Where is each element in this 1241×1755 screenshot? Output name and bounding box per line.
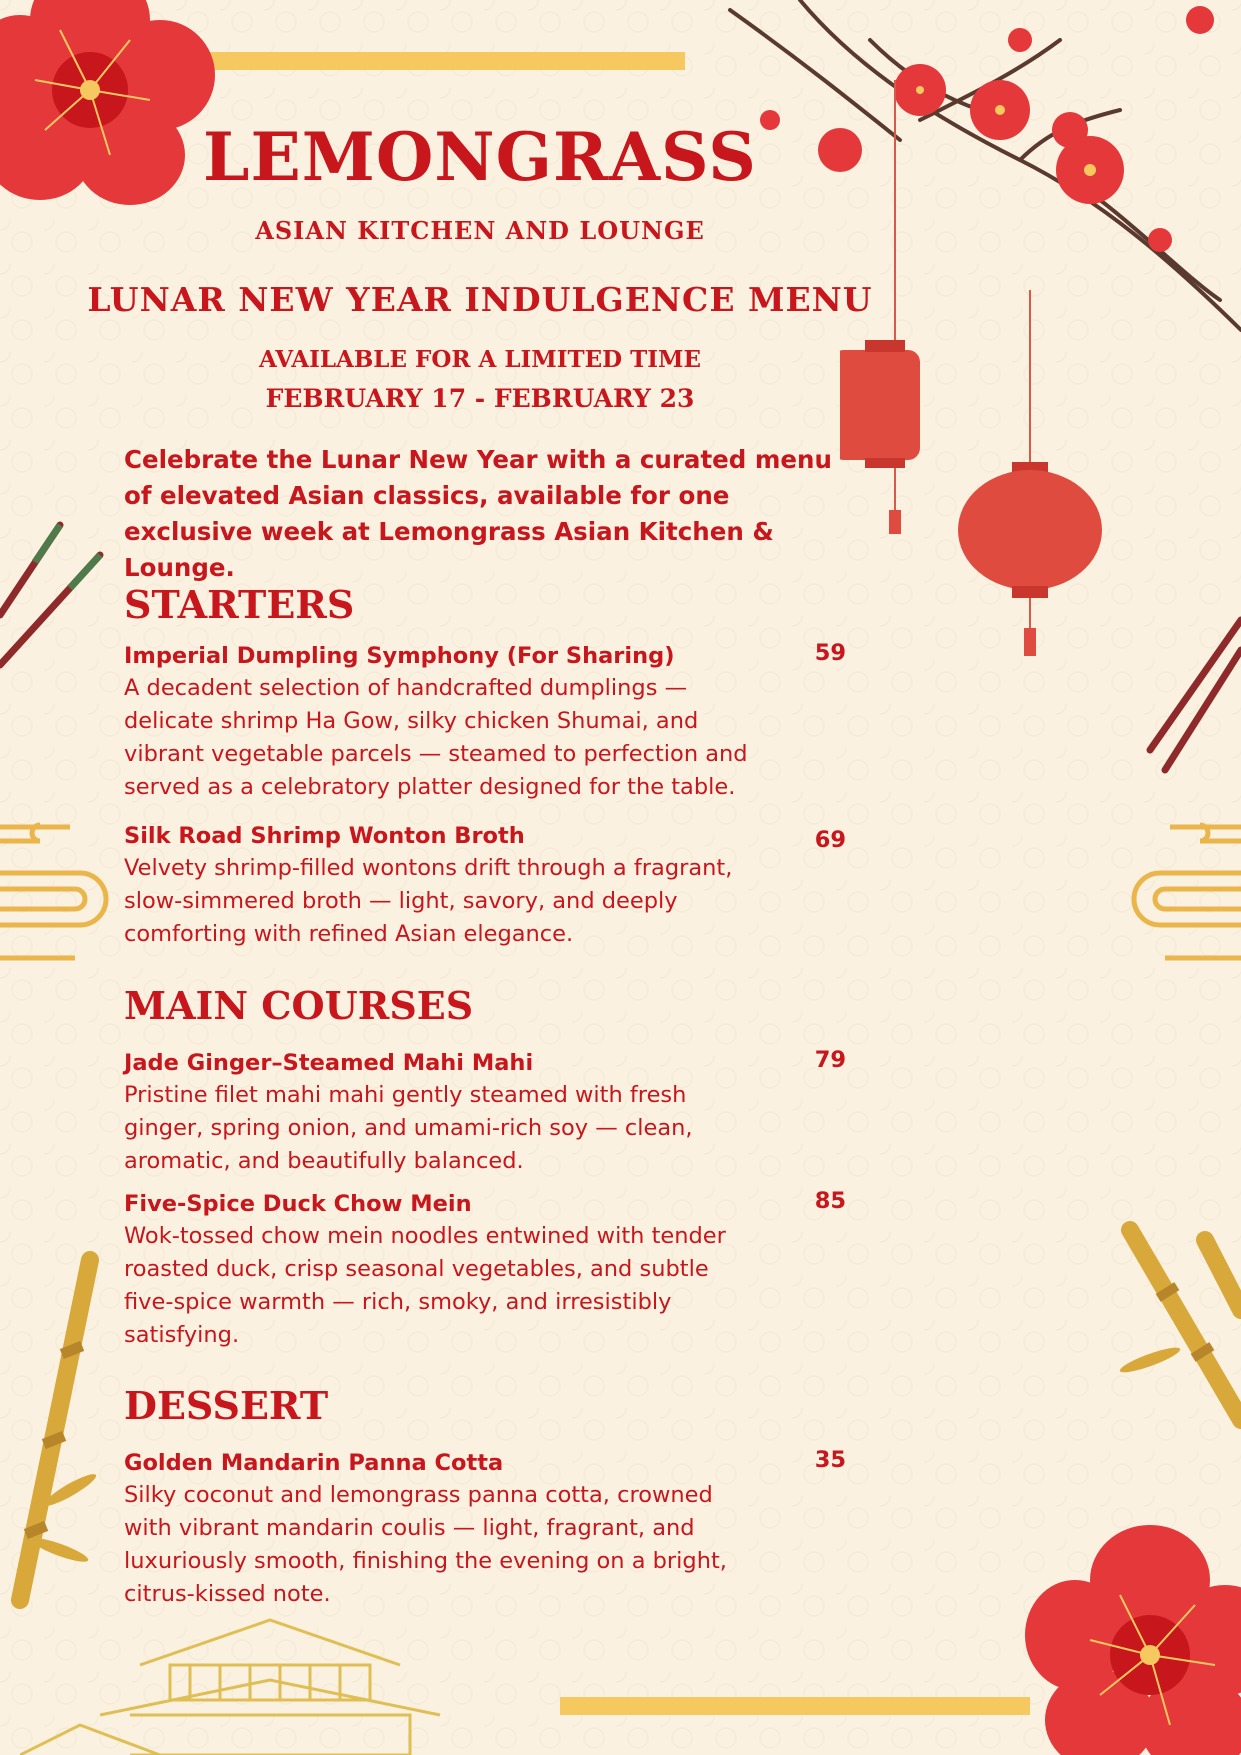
- menu-item: [124, 1447, 846, 1611]
- intro-paragraph: Celebrate the Lunar New Year with a curated menu of elevated Asian classics, available for one exclusive week at Lemongrass Asian Kitchen & Lounge.: [124, 445, 832, 582]
- availability-note: AVAILABLE FOR A LIMITED TIME: [259, 346, 701, 373]
- item-name: Imperial Dumpling Symphony (For Sharing): [124, 643, 675, 669]
- item-description: Wok-tossed chow mein noodles entwined with tender roasted duck, crisp seasonal vegetables, and subtle five-spice warmth — rich, smoky, and irresistibly satisfying.: [124, 1223, 726, 1348]
- plum-blossom-icon: [1020, 1525, 1241, 1755]
- lantern-icon: [950, 290, 1110, 660]
- section-title-dessert: DESSERT: [124, 1383, 329, 1428]
- menu-item: [124, 1047, 846, 1178]
- item-name: Five-Spice Duck Chow Mein: [124, 1191, 472, 1217]
- cloud-ornament-icon: [0, 815, 120, 965]
- menu-item: [124, 820, 846, 951]
- date-range: FEBRUARY 17 - FEBRUARY 23: [265, 384, 695, 413]
- menu-item: [124, 1188, 846, 1352]
- item-price: 85: [814, 1188, 846, 1214]
- menu-title: LUNAR NEW YEAR INDULGENCE MENU: [87, 280, 873, 319]
- section-title-main-courses: MAIN COURSES: [124, 983, 474, 1028]
- cloud-ornament-icon: [1120, 815, 1241, 965]
- item-name: Silk Road Shrimp Wonton Broth: [124, 823, 525, 849]
- restaurant-title: LEMONGRASS: [203, 118, 757, 196]
- item-price: 35: [814, 1447, 846, 1473]
- item-price: 59: [814, 640, 846, 666]
- item-price: 69: [814, 827, 846, 853]
- chopsticks-icon: [0, 520, 110, 670]
- bottom-gold-bar: [560, 1697, 1030, 1715]
- item-description: Velvety shrimp-filled wontons drift through a fragrant, slow-simmered broth — light, savory, and deeply comforting with refined Asian elegance.: [124, 855, 733, 947]
- item-description: A decadent selection of handcrafted dumplings — delicate shrimp Ha Gow, silky chicken Shumai, and vibrant vegetable parcels — steamed to perfection and served as a celebratory platter designed for the table.: [124, 675, 748, 800]
- restaurant-subtitle: ASIAN KITCHEN AND LOUNGE: [255, 216, 705, 245]
- menu-item: [124, 640, 846, 804]
- section-title-starters: STARTERS: [124, 582, 355, 627]
- bamboo-icon: [1110, 1220, 1241, 1450]
- pagoda-icon: [20, 1605, 460, 1755]
- item-description: Silky coconut and lemongrass panna cotta, crowned with vibrant mandarin coulis — light, fragrant, and luxuriously smooth, finishing the evening on a bright, citrus-kissed note.: [124, 1482, 727, 1607]
- item-name: Golden Mandarin Panna Cotta: [124, 1450, 504, 1476]
- bamboo-icon: [0, 1250, 110, 1610]
- item-description: Pristine filet mahi mahi gently steamed with fresh ginger, spring onion, and umami-rich soy — clean, aromatic, and beautifully balanced.: [124, 1082, 693, 1174]
- item-name: Jade Ginger–Steamed Mahi Mahi: [124, 1050, 534, 1076]
- item-price: 79: [814, 1047, 846, 1073]
- top-gold-bar: [205, 52, 685, 70]
- chopsticks-icon: [1140, 600, 1241, 780]
